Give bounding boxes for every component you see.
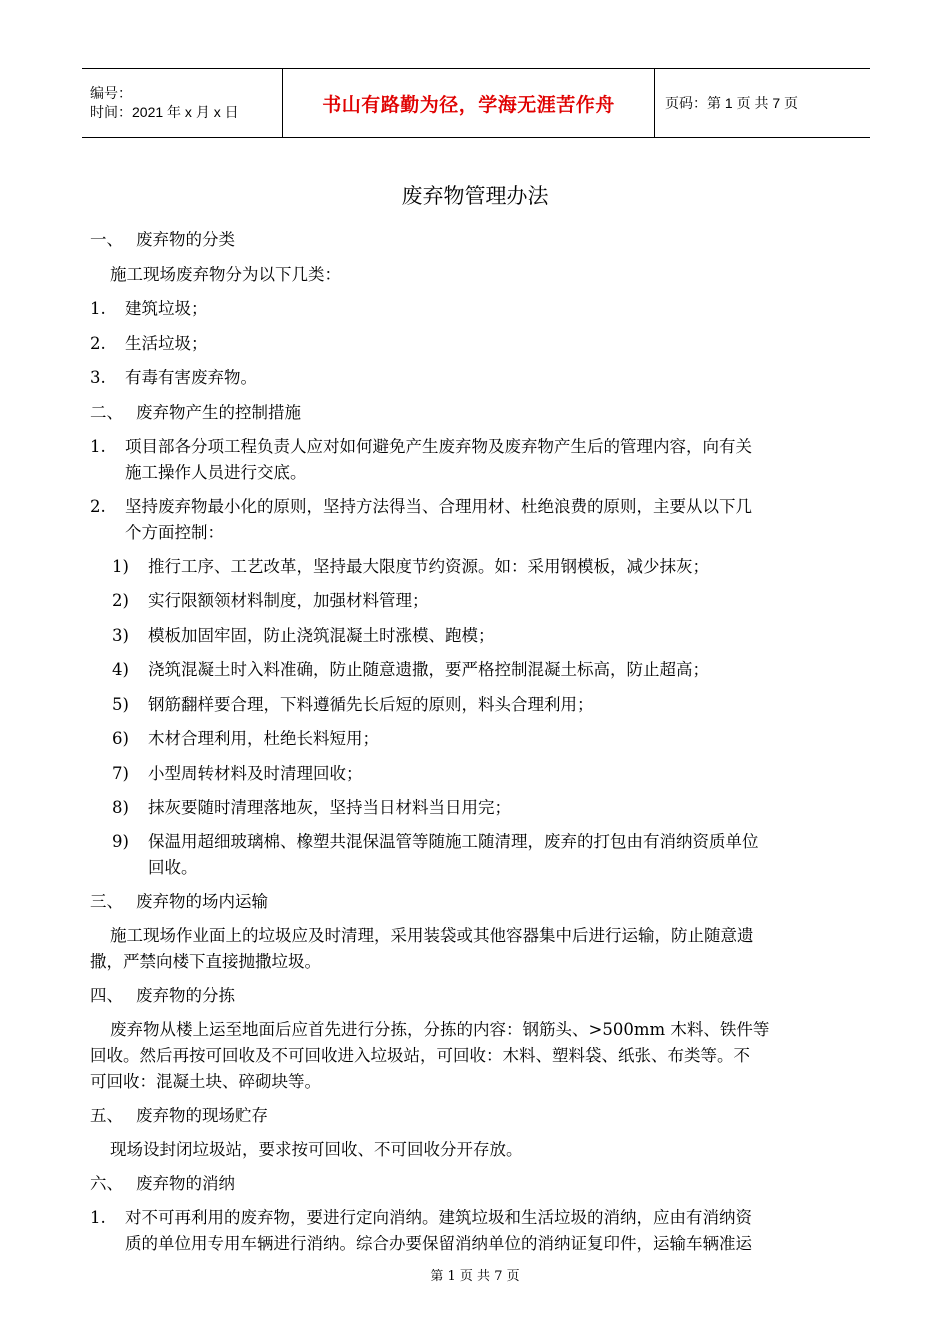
sub-list-number: 5) — [112, 695, 129, 714]
list-text: 项目部各分项工程负责人应对如何避免产生废弃物及废弃物产生后的管理内容，向有关 — [125, 437, 752, 456]
paragraph: 施工现场作业面上的垃圾应及时清理，采用装袋或其他容器集中后进行运输，防止随意遗 — [110, 926, 754, 945]
doc-date-label: 时间：2021 年 x 月 x 日 — [90, 104, 239, 120]
sub-list-number: 8) — [112, 798, 129, 817]
list-number: 3. — [90, 368, 106, 387]
sub-list-number: 4) — [112, 660, 129, 679]
sub-list-number: 9) — [112, 832, 129, 851]
paragraph: 施工现场废弃物分为以下几类： — [110, 265, 341, 284]
paragraph: 废弃物从楼上运至地面后应首先进行分拣，分拣的内容：钢筋头、>500mm 木料、铁件等 — [110, 1020, 770, 1039]
paragraph-continued: 可回收：混凝土块、碎砌块等。 — [90, 1072, 321, 1091]
sub-list-text: 小型周转材料及时清理回收； — [148, 764, 363, 783]
sub-list-text: 推行工序、工艺改革，坚持最大限度节约资源。如：采用钢模板，减少抹灰； — [148, 557, 709, 576]
header-meta — [82, 69, 282, 137]
list-text: 有毒有害废弃物。 — [125, 368, 257, 387]
paragraph: 现场设封闭垃圾站，要求按可回收、不可回收分开存放。 — [110, 1140, 523, 1159]
paragraph-continued: 撒，严禁向楼下直接抛撒垃圾。 — [90, 952, 321, 971]
page-title: 废弃物管理办法 — [401, 184, 549, 208]
sub-list-text: 木材合理利用，杜绝长料短用； — [148, 729, 379, 748]
list-text: 生活垃圾； — [125, 334, 208, 353]
section-number: 三、 — [90, 892, 123, 911]
doc-number-label: 编号： — [90, 85, 132, 101]
list-number: 1. — [90, 299, 106, 318]
sub-list-number: 2) — [112, 591, 129, 610]
sub-list-text: 保温用超细玻璃棉、橡塑共混保温管等随施工随清理，废弃的打包由有消纳资质单位 — [148, 832, 759, 851]
section-title: 废弃物的分类 — [136, 230, 235, 249]
document-header — [82, 68, 870, 138]
paragraph-continued: 回收。然后再按可回收及不可回收进入垃圾站，可回收：木料、塑料袋、纸张、布类等。不 — [90, 1046, 750, 1065]
section-title: 废弃物的现场贮存 — [136, 1106, 268, 1125]
sub-list-text: 抹灰要随时清理落地灰，坚持当日材料当日用完； — [148, 798, 511, 817]
section-title: 废弃物产生的控制措施 — [136, 403, 301, 422]
section-title: 废弃物的分拣 — [136, 986, 235, 1005]
section-number: 四、 — [90, 986, 123, 1005]
sub-list-number: 1) — [112, 557, 129, 576]
sub-list-text: 钢筋翻样要合理，下料遵循先长后短的原则，料头合理利用； — [148, 695, 594, 714]
list-text-continued: 质的单位用专用车辆进行消纳。综合办要保留消纳单位的消纳证复印件，运输车辆准运 — [125, 1234, 752, 1253]
list-text: 对不可再利用的废弃物，要进行定向消纳。建筑垃圾和生活垃圾的消纳，应由有消纳资 — [125, 1208, 752, 1227]
sub-list-text: 模板加固牢固，防止浇筑混凝土时涨模、跑模； — [148, 626, 495, 645]
list-number: 1. — [90, 1208, 106, 1227]
list-text-continued: 个方面控制： — [125, 523, 224, 542]
sub-list-number: 7) — [112, 764, 129, 783]
page-info: 页码：第 1 页 共 7 页 — [665, 95, 799, 111]
section-title: 废弃物的消纳 — [136, 1174, 235, 1193]
list-number: 1. — [90, 437, 106, 456]
motto-text: 书山有路勤为径，学海无涯苦作舟 — [322, 93, 615, 116]
sub-list-number: 3) — [112, 626, 129, 645]
list-text-continued: 施工操作人员进行交底。 — [125, 463, 307, 482]
sub-list-number: 6) — [112, 729, 129, 748]
list-text: 坚持废弃物最小化的原则，坚持方法得当、合理用材、杜绝浪费的原则，主要从以下几 — [125, 497, 752, 516]
section-number: 一、 — [90, 230, 123, 249]
header-motto-cell — [282, 69, 655, 137]
list-number: 2. — [90, 497, 106, 516]
section-number: 六、 — [90, 1174, 123, 1193]
sub-list-text: 实行限额领材料制度，加强材料管理； — [148, 591, 429, 610]
list-number: 2. — [90, 334, 106, 353]
sub-list-text: 浇筑混凝土时入料准确，防止随意遗撒，要严格控制混凝土标高，防止超高； — [148, 660, 709, 679]
section-title: 废弃物的场内运输 — [136, 892, 268, 911]
header-page-cell — [655, 69, 870, 137]
section-number: 二、 — [90, 403, 123, 422]
section-number: 五、 — [90, 1106, 123, 1125]
sub-list-text-continued: 回收。 — [148, 858, 198, 877]
page-footer: 第 1 页 共 7 页 — [430, 1269, 520, 1284]
list-text: 建筑垃圾； — [125, 299, 208, 318]
